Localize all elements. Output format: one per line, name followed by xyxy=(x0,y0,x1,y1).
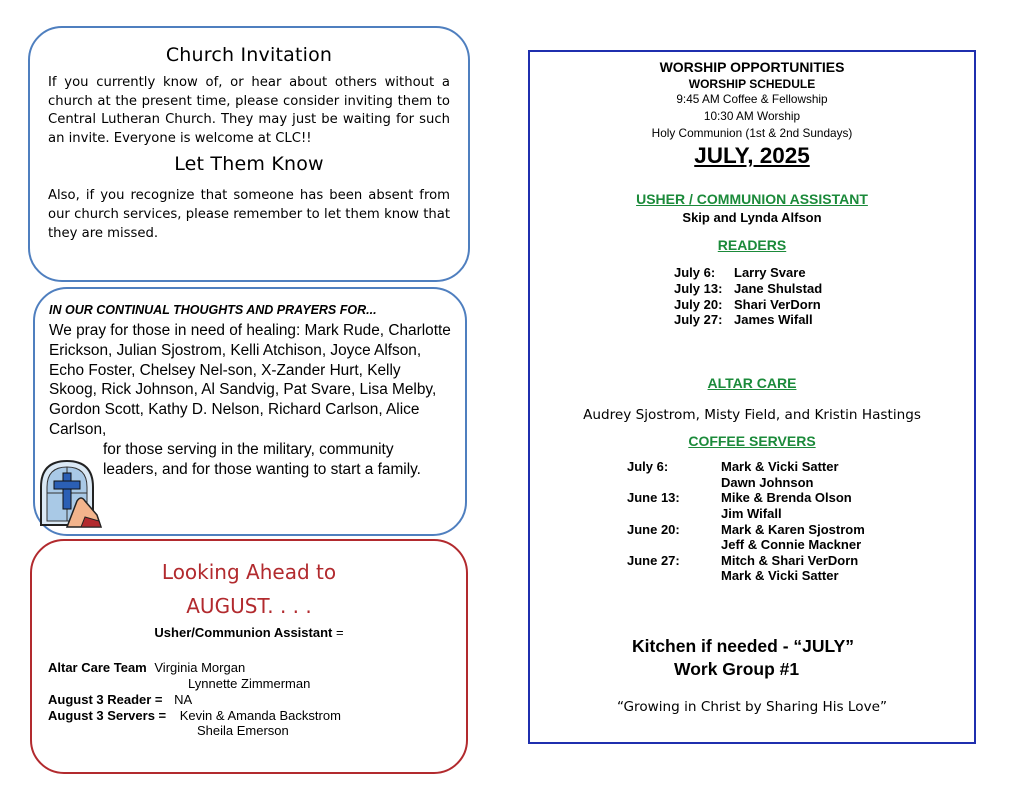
readers-list xyxy=(674,265,974,328)
august-servers-name-2: Sheila Emerson xyxy=(197,723,289,738)
month-heading: JULY, 2025 xyxy=(694,143,810,168)
coffee-row xyxy=(627,490,974,506)
looking-ahead-box xyxy=(30,539,468,774)
coffee-date: June 27: xyxy=(627,552,680,568)
august-servers-label: August 3 Servers = xyxy=(48,708,167,723)
august-reader-value: NA xyxy=(174,692,193,707)
schedule-item: 10:30 AM Worship xyxy=(703,109,801,123)
coffee-date: July 6: xyxy=(627,459,669,475)
august-reader-row xyxy=(48,692,450,708)
coffee-name: Jim Wifall xyxy=(721,505,782,521)
altar-care-name-2: Lynnette Zimmerman xyxy=(188,676,311,691)
coffee-row xyxy=(627,568,974,584)
coffee-name: Dawn Johnson xyxy=(721,474,814,490)
reader-row xyxy=(674,265,974,281)
looking-ahead-title: Looking Ahead to xyxy=(161,560,337,584)
reader-date: July 27: xyxy=(674,312,723,328)
coffee-name: Jeff & Connie Mackner xyxy=(721,537,862,553)
reader-row xyxy=(674,297,974,313)
altar-care-team-row xyxy=(48,660,450,676)
let-them-know-title: Let Them Know xyxy=(174,153,324,176)
reader-name: Larry Svare xyxy=(734,265,806,280)
invitation-text: If you currently know of, or hear about others without a church at the present time, please consider inviting them to Central Lutheran Church. They may just be waiting for such an invite. Everyone is welcome at CLC!! xyxy=(48,75,450,146)
reader-date: July 13: xyxy=(674,280,723,296)
worship-opportunities-box xyxy=(528,50,976,744)
reader-date: July 20: xyxy=(674,296,723,312)
reader-date: July 6: xyxy=(674,265,716,280)
coffee-row xyxy=(627,475,974,491)
prayers-box xyxy=(33,287,467,536)
coffee-row xyxy=(627,522,974,538)
reader-row xyxy=(674,312,974,328)
coffee-servers-list xyxy=(627,459,974,584)
prayers-continuation: for those serving in the military, community leaders, and for those wanting to start a family. xyxy=(103,440,421,478)
august-title: AUGUST. . . . xyxy=(186,594,312,618)
usher-heading: USHER / COMMUNION ASSISTANT xyxy=(636,191,868,207)
worship-opportunities-heading: WORSHIP OPPORTUNITIES xyxy=(659,59,845,75)
prayers-title: IN OUR CONTINUAL THOUGHTS AND PRAYERS FOR... xyxy=(49,303,377,317)
coffee-name: Mark & Karen Sjostrom xyxy=(721,521,865,537)
kitchen-line-1: Kitchen if needed - “JULY” xyxy=(632,635,855,656)
coffee-date: June 13: xyxy=(627,490,680,506)
schedule-item: Holy Communion (1st & 2nd Sundays) xyxy=(651,126,853,140)
praying-hands-cross-icon xyxy=(37,457,103,529)
coffee-row xyxy=(627,506,974,522)
usher-names: Skip and Lynda Alfson xyxy=(682,210,822,225)
august-servers-row xyxy=(48,708,450,724)
readers-heading: READERS xyxy=(717,237,787,253)
invitation-title: Church Invitation xyxy=(165,44,333,66)
reader-name: James Wifall xyxy=(734,312,813,328)
coffee-servers-heading: COFFEE SERVERS xyxy=(688,433,816,450)
coffee-date: June 20: xyxy=(627,521,680,537)
prayers-list: We pray for those in need of healing: Mark Rude, Charlotte Erickson, Julian Sjostrom, Kelli Atchison, Joyce Alfson, Echo Foster, Chelsey Nel-son, X-Zander Hurt, Kelly Skoog, Rick Johnson, Al Sandvig, Pat Svare, Lisa Melby, Gordon Scott, Kathy D. Nelson, Richard Carlson, Alice Carlson, xyxy=(49,322,451,438)
reader-row xyxy=(674,281,974,297)
coffee-name: Mark & Vicki Satter xyxy=(721,568,839,584)
usher-communion-eq: = xyxy=(335,625,344,640)
altar-care-heading: ALTAR CARE xyxy=(707,375,797,392)
coffee-row xyxy=(627,537,974,553)
altar-care-name-1: Virginia Morgan xyxy=(154,660,246,675)
reader-name: Jane Shulstad xyxy=(734,280,823,296)
motto: “Growing in Christ by Sharing His Love” xyxy=(616,698,888,715)
coffee-name: Mitch & Shari VerDorn xyxy=(721,552,859,568)
usher-communion-label: Usher/Communion Assistant xyxy=(154,625,333,640)
church-invitation-box xyxy=(28,26,470,282)
let-them-know-text: Also, if you recognize that someone has been absent from our church services, please remember to let them know that they are missed. xyxy=(48,188,450,241)
worship-schedule-heading: WORSHIP SCHEDULE xyxy=(688,77,816,91)
altar-care-team-label: Altar Care Team xyxy=(48,660,147,675)
altar-care-names: Audrey Sjostrom, Misty Field, and Kristin Hastings xyxy=(583,407,921,424)
coffee-name: Mark & Vicki Satter xyxy=(721,459,839,475)
kitchen-line-2: Work Group #1 xyxy=(674,658,800,679)
august-servers-name-1: Kevin & Amanda Backstrom xyxy=(179,708,341,723)
coffee-row xyxy=(627,459,974,475)
coffee-row xyxy=(627,553,974,569)
usher-communion-line xyxy=(48,625,450,640)
august-reader-label: August 3 Reader = xyxy=(48,692,163,707)
coffee-name: Mike & Brenda Olson xyxy=(721,490,852,506)
schedule-item: 9:45 AM Coffee & Fellowship xyxy=(676,92,828,106)
reader-name: Shari VerDorn xyxy=(734,296,821,312)
